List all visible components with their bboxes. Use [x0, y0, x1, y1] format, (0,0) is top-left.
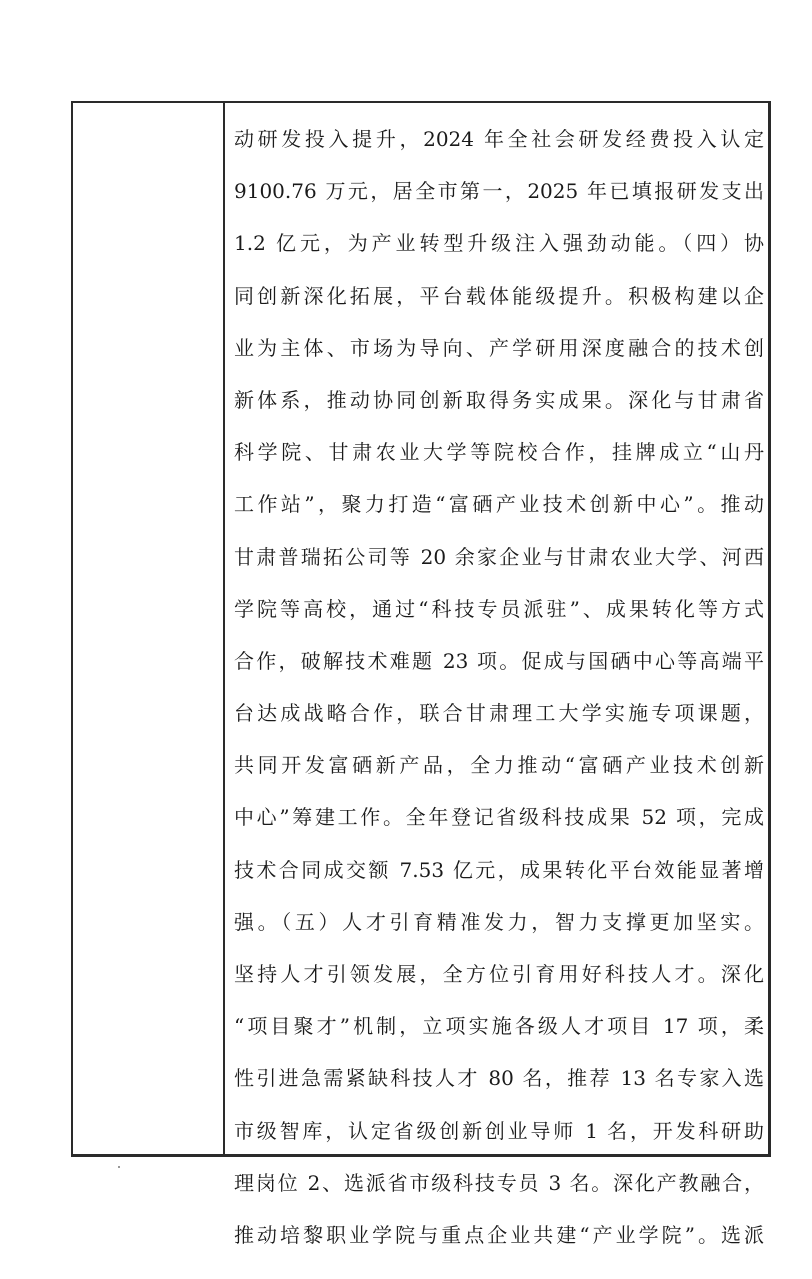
text-line: “项目聚才”机制，立项实施各级人才项目 17 项，柔 — [234, 1014, 764, 1039]
text-line: 学院等高校，通过“科技专员派驻”、成果转化等方式 — [234, 596, 764, 621]
text-line: 理岗位 2、选派省市级科技专员 3 名。深化产教融合， — [234, 1170, 764, 1195]
text-line: 科学院、甘肃农业大学等院校合作，挂牌成立“山丹 — [234, 440, 764, 465]
text-line: 推动培黎职业学院与重点企业共建“产业学院”。选派 — [234, 1222, 764, 1247]
body-text — [234, 113, 764, 1261]
text-line: 9100.76 万元，居全市第一，2025 年已填报研发支出 — [234, 179, 764, 204]
text-line: 同创新深化拓展，平台载体能级提升。积极构建以企 — [234, 283, 764, 308]
text-line: 中心”筹建工作。全年登记省级科技成果 52 项，完成 — [234, 805, 764, 830]
scan-speck — [118, 1166, 120, 1168]
text-line: 工作站”，聚力打造“富硒产业技术创新中心”。推动 — [234, 492, 764, 517]
text-line: 新体系，推动协同创新取得务实成果。深化与甘肃省 — [234, 387, 764, 412]
table-frame — [71, 101, 771, 1247]
text-line: 坚持人才引领发展，全方位引育用好科技人才。深化 — [234, 962, 764, 986]
text-line: 1.2 亿元，为产业转型升级注入强劲动能。（四）协 — [234, 231, 764, 256]
text-line: 强。（五）人才引育精准发力，智力支撑更加坚实。 — [234, 909, 764, 934]
text-line: 甘肃普瑞拓公司等 20 余家企业与甘肃农业大学、河西 — [234, 544, 764, 569]
text-line: 业为主体、市场为导向、产学研用深度融合的技术创 — [234, 335, 764, 360]
text-line: 台达成战略合作，联合甘肃理工大学实施专项课题， — [234, 701, 764, 726]
text-line: 市级智库，认定省级创新创业导师 1 名，开发科研助 — [234, 1118, 764, 1143]
text-line: 技术合同成交额 7.53 亿元，成果转化平台效能显著增 — [234, 857, 764, 882]
text-line: 共同开发富硒新产品，全力推动“富硒产业技术创新 — [234, 753, 764, 778]
table-left-column — [73, 103, 225, 1154]
text-line: 动研发投入提升，2024 年全社会研发经费投入认定 — [234, 127, 764, 151]
table-right-column — [225, 103, 768, 1247]
text-line: 合作，破解技术难题 23 项。促成与国硒中心等高端平 — [234, 648, 764, 673]
text-line: 性引进急需紧缺科技人才 80 名，推荐 13 名专家入选 — [234, 1066, 764, 1091]
